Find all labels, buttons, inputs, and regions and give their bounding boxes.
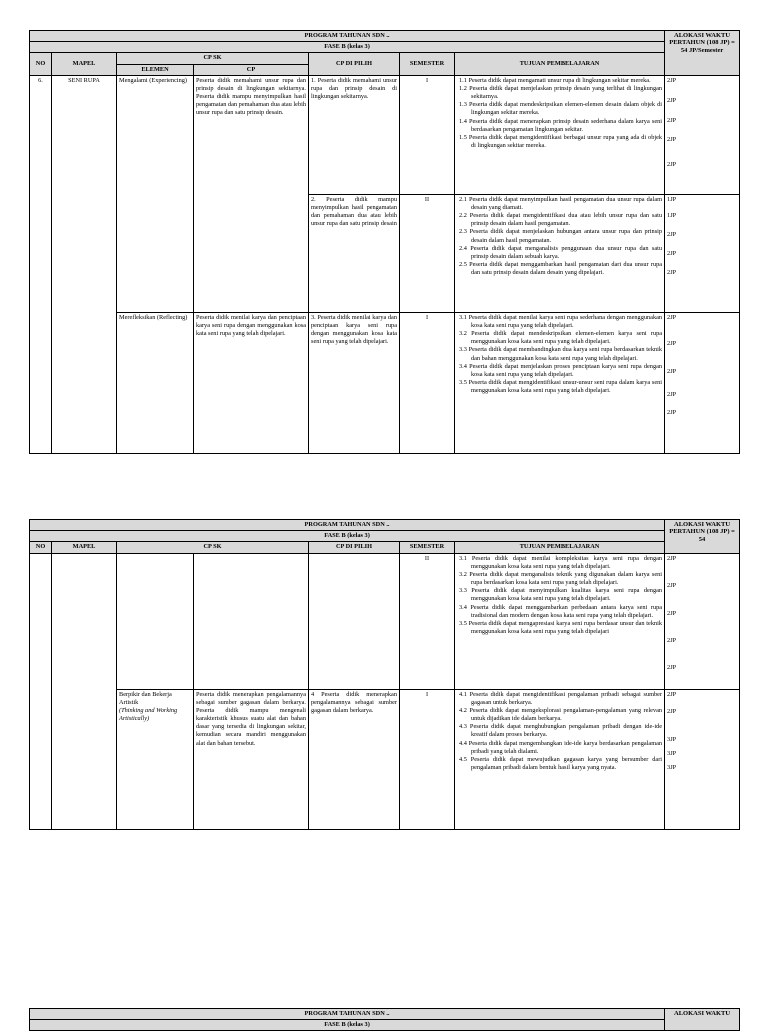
tp-item: 2.4 Peserta didik dapat menganalisis penggunaan dua unsur rupa dan satu prinsip desain dalam sebuah karya.: [459, 244, 663, 260]
tp-item: 2.1 Peserta didik dapat menyimpulkan hasil pengamatan dua unsur rupa dalam desain yang diamati.: [459, 195, 663, 211]
jp-value: 2JP: [667, 250, 677, 258]
tp-item: 3.2 Peserta didik dapat menganalisis teknik yang digunakan dalam karya seni rupa berdasarkan kosa kata seni rupa yang telah dipelajari.: [459, 570, 663, 587]
elemen-cell: [117, 553, 194, 689]
table-title: PROGRAM TAHUNAN SDN ..: [30, 1009, 665, 1020]
elemen-cell: Merefleksikan (Reflecting): [117, 312, 194, 453]
jp-value: 2JP: [667, 690, 677, 698]
tujuan-cell: [455, 553, 665, 689]
jp-value: 2JP: [667, 554, 677, 562]
jp-value: 2JP: [667, 581, 677, 589]
program-table-page-2: [29, 519, 740, 830]
no-header: NO: [30, 53, 52, 75]
elemen-header: ELEMEN: [117, 64, 194, 75]
jp-value: 2JP: [667, 269, 677, 277]
mapel-cell: SENI RUPA: [52, 75, 117, 453]
cpsk-header: CP SK: [117, 542, 309, 553]
jp-value: 2JP: [667, 609, 677, 617]
elemen-label: Berpikir dan Bekerja Artistik: [119, 690, 172, 706]
elemen-cell: Mengalami (Experiencing): [117, 75, 194, 312]
program-table-page-3: [29, 1008, 740, 1031]
mapel-header: MAPEL: [52, 53, 117, 75]
cp-dipilih-cell: 2. Peserta didik mampu menyimpulkan hasil pengamatan dan pemahaman dua atau lebih unsur rupa dan satu prinsip desain: [309, 194, 400, 312]
jp-value: 1JP: [667, 195, 677, 203]
cpsk-header: CP SK: [117, 53, 309, 64]
semester-cell: II: [400, 553, 455, 689]
tp-item: 3.1 Peserta didik dapat menilai kompleksitas karya seni rupa dengan menggunakan kosa kata seni rupa yang telah dipelajari.: [459, 554, 663, 570]
tujuan-cell: [455, 194, 665, 312]
jp-cell: [665, 689, 740, 829]
tujuan-cell: [455, 689, 665, 829]
cp-cell: Peserta didik menilai karya dan penciptaan karya seni rupa dengan menggunakan kosa kata seni rupa yang telah dipelajari.: [194, 312, 309, 453]
tp-item: 1.2 Peserta didik dapat menjelaskan prinsip desain yang terlihat di lingkungan sekitarnya.: [459, 84, 663, 101]
jp-value: 2JP: [667, 136, 677, 144]
jp-value: 2JP: [667, 707, 677, 715]
elemen-cell: [117, 689, 194, 829]
cp-dipilih-cell: 1. Peserta didik memahami unsur rupa dan prinsip desain di lingkungan sekitarnya.: [309, 75, 400, 194]
semester-cell: II: [400, 194, 455, 312]
jp-value: 2JP: [667, 161, 677, 169]
tp-item: 4.2 Peserta didik dapat mengeksplorasi pengalaman-pengalaman yang relevan untuk dijadikan ide dalam berkarya.: [459, 706, 663, 723]
jp-cell: [665, 194, 740, 312]
jp-value: 2JP: [667, 637, 677, 645]
jp-value: 3JP: [667, 750, 677, 758]
alokasi-header: ALOKASI WAKTU: [665, 1009, 740, 1031]
tp-item: 3.3 Peserta didik dapat membandingkan dua karya seni rupa berdasarkan teknik dan bahan menggunakan kosa kata seni rupa yang telah dipelajari.: [459, 346, 663, 362]
tp-item: 3.4 Peserta didik dapat menjelaskan proses penciptaan karya seni rupa dengan kosa kata seni rupa yang telah dipelajari.: [459, 362, 663, 378]
alokasi-header: ALOKASI WAKTU PERTAHUN (108 JP) = 54: [665, 520, 740, 554]
jp-cell: [665, 553, 740, 689]
cp-cell: Peserta didik menerapkan pengalamannya sebagai sumber gagasan dalam berkarya. Peserta didik mampu mengenali karakteristik khusus suatu alat dan bahan dasar yang tersedia di lingkungan sekitar, kemudian secara mandiri menggunakan alat dan bahan tersebut.: [194, 689, 309, 829]
semester-cell: I: [400, 689, 455, 829]
jp-value: 2JP: [667, 76, 677, 84]
tp-item: 4.3 Peserta didik dapat menghubungkan pengalaman pribadi dengan ide-ide kreatif dalam proses berkarya.: [459, 723, 663, 739]
tp-item: 2.2 Peserta didik dapat mengidentifikasi dua atau lebih unsur rupa dan satu prinsip desain dalam hasil pengamatan.: [459, 212, 663, 228]
row-number: [30, 553, 52, 829]
jp-value: 2JP: [667, 231, 677, 239]
program-table-page-1: [29, 30, 740, 454]
cp-dipilih-cell: 4 Peserta didik menerapkan pengalamannya sebagai sumber gagasan dalam berkarya.: [309, 689, 400, 829]
mapel-cell: [52, 553, 117, 829]
tp-item: 1.4 Peserta didik dapat menerapkan prinsip desain sederhana dalam karya seni berdasarkan pengamatan lingkungan sekitar.: [459, 117, 663, 133]
semester-cell: I: [400, 75, 455, 194]
tp-item: 1.3 Peserta didik dapat mendeskripsikan elemen-elemen desain dalam objek di lingkungan sekitar mereka.: [459, 101, 663, 117]
row-number: 6.: [30, 75, 52, 453]
fase-title: FASE B (kelas 3): [30, 42, 665, 53]
tp-item: 4.4 Peserta didik dapat mengembangkan ide-ide karya berdasarkan pengalaman pribadi yang telah dialami.: [459, 739, 663, 755]
tp-item: 4.1 Peserta didik dapat mengidentifikasi pengalaman pribadi sebagai sumber gagasan untuk berkarya.: [459, 690, 663, 706]
jp-value: 2JP: [667, 117, 677, 125]
tp-item: 3.5 Peserta didik dapat mengidentifikasi unsur-unsur seni rupa dalam karya seni menggunakan kosa kata seni rupa yang telah dipelajari.: [459, 379, 663, 395]
elemen-label-italic: (Thinking and Working Artistically): [119, 706, 178, 723]
no-header: NO: [30, 542, 52, 553]
cp-dipilih-header: CP DI PILIH: [309, 542, 400, 553]
cp-header: CP: [194, 64, 309, 75]
cp-dipilih-cell: [309, 553, 400, 689]
jp-value: 3JP: [667, 764, 677, 772]
mapel-header: MAPEL: [52, 542, 117, 553]
jp-value: 1JP: [667, 211, 677, 219]
table-title: PROGRAM TAHUNAN SDN ..: [30, 31, 665, 42]
tujuan-cell: [455, 312, 665, 453]
cp-cell: Peserta didik memahami unsur rupa dan prinsip desain di lingkungan sekitarnya. Peserta didik mampu menyimpulkan hasil pengamatan dan pemahaman dua atau lebih unsur rupa dan satu prinsip desain.: [194, 75, 309, 312]
tp-item: 3.5 Peserta didik dapat mengapresiasi karya seni rupa berdasar unsur dan teknik menggunakan kosa kata seni rupa yang telah dipelajari: [459, 619, 663, 636]
tp-item: 2.3 Peserta didik dapat menjelaskan hubungan antara unsur rupa dan prinsip desain dalam hasil pengamatan.: [459, 228, 663, 244]
tp-item: 2.5 Peserta didik dapat menggambarkan hasil pengamatan dari dua unsur rupa dan satu prinsip desain dalam desain yang dipelajari.: [459, 261, 663, 277]
jp-value: 2JP: [667, 664, 677, 672]
tp-item: 1.5 Peserta didik dapat mengidentifikasi berbagai unsur rupa yang ada di objek di lingkungan sekitar mereka.: [459, 133, 663, 150]
cp-cell: [194, 553, 309, 689]
tujuan-header: TUJUAN PEMBELAJARAN: [455, 53, 665, 75]
semester-cell: I: [400, 312, 455, 453]
semester-header: SEMESTER: [400, 542, 455, 553]
table-title: PROGRAM TAHUNAN SDN ..: [30, 520, 665, 531]
cp-dipilih-header: CP DI PILIH: [309, 53, 400, 75]
jp-value: 2JP: [667, 313, 677, 321]
jp-value: 2JP: [667, 409, 677, 417]
tp-item: 4.5 Peserta didik dapat mewujudkan gagasan karya yang bersumber dari pengalaman pribadi dalam bentuk hasil karya yang nyata.: [459, 755, 663, 772]
jp-cell: [665, 75, 740, 194]
fase-title: FASE B (kelas 3): [30, 531, 665, 542]
tp-item: 3.1 Peserta didik dapat menilai karya seni rupa sederhana dengan menggunakan kosa kata seni rupa yang telah dipelajari.: [459, 313, 663, 329]
alokasi-header: ALOKASI WAKTU PERTAHUN (108 JP) = 54 JP/Semester: [665, 31, 740, 76]
tujuan-header: TUJUAN PEMBELAJARAN: [455, 542, 665, 553]
tp-item: 1.1 Peserta didik dapat mengamati unsur rupa di lingkungan sekitar mereka.: [459, 76, 651, 84]
jp-cell: [665, 312, 740, 453]
tp-item: 3.4 Peserta didik dapat menggambarkan perbedaan antara karya seni rupa tradisional dan modern dengan kosa kata seni rupa yang telah dipelajari.: [459, 603, 663, 619]
jp-value: 2JP: [667, 96, 677, 104]
tp-item: 3.3 Peserta didik dapat menyimpulkan kualitas karya seni rupa dengan menggunakan kosa kata seni rupa yang telah dipelajari.: [459, 587, 663, 603]
jp-value: 3JP: [667, 735, 677, 743]
cp-dipilih-cell: 3. Peserta didik menilai karya dan penciptaan karya seni rupa dengan menggunakan kosa kata seni rupa yang telah dipelajari.: [309, 312, 400, 453]
tp-item: 3.2 Peserta didik dapat mendeskripsikan elemen-elemen karya seni rupa menggunakan kosa kata seni rupa yang telah dipelajari.: [459, 330, 663, 346]
semester-header: SEMESTER: [400, 53, 455, 75]
jp-value: 2JP: [667, 339, 677, 347]
jp-value: 2JP: [667, 368, 677, 376]
tujuan-cell: [455, 75, 665, 194]
jp-value: 2JP: [667, 391, 677, 399]
fase-title: FASE B (kelas 3): [30, 1020, 665, 1031]
